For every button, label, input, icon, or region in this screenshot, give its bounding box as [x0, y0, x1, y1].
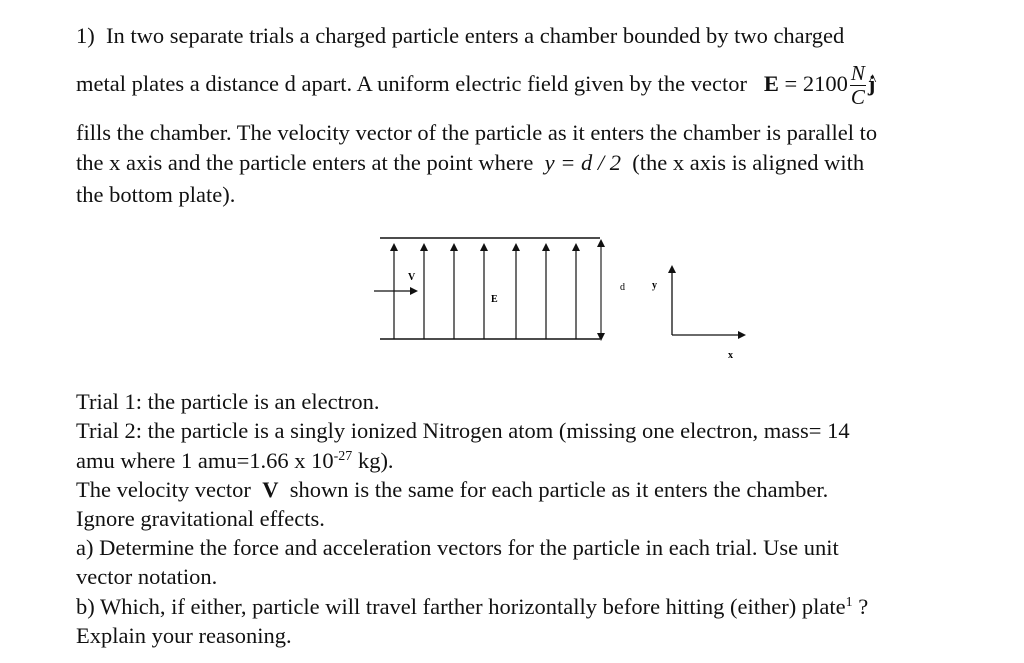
field-label: E	[491, 294, 498, 305]
question-a-cont	[76, 566, 217, 589]
gravity-note	[76, 508, 325, 531]
problem-line-3	[76, 122, 877, 145]
field-unit-denominator: C	[850, 85, 865, 110]
question-a-text: a) Determine the force and acceleration vectors for the particle in each trial. Use unit	[76, 535, 839, 560]
problem-line-1	[76, 25, 844, 48]
field-unit-numerator: N	[850, 61, 865, 86]
question-b	[76, 596, 868, 619]
mass-unit: kg).	[352, 448, 394, 473]
field-unit-fraction	[850, 63, 866, 108]
field-equation: = 2100	[778, 71, 848, 96]
field-direction-unit-vector: ^ j	[868, 71, 876, 96]
problem-text-2: metal plates a distance d apart. A uniform electric field given by the vector	[76, 71, 748, 96]
footnote-marker: 1	[845, 595, 853, 610]
electric-field-lines	[394, 247, 576, 339]
problem-text-4a: the x axis and the particle enters at the point where	[76, 150, 534, 175]
mass-text: amu where 1 amu=1.66 x 10	[76, 448, 334, 473]
question-b-cont	[76, 625, 292, 648]
velocity-statement	[76, 479, 828, 502]
plate-distance-label: d	[620, 282, 625, 293]
velocity-symbol: V	[262, 477, 279, 502]
entry-point-equation: y = d / 2	[544, 150, 621, 175]
problem-text-3: fills the chamber. The velocity vector of the particle as it enters the chamber is parallel to	[76, 120, 878, 145]
problem-text-5: the bottom plate).	[76, 182, 236, 207]
problem-line-4	[76, 152, 864, 175]
question-mark: ?	[852, 594, 869, 619]
question-b-text-2: Explain your reasoning.	[76, 623, 292, 648]
x-axis-label: x	[728, 350, 733, 361]
trial-2	[76, 420, 850, 443]
problem-text-4b: (the x axis is aligned with	[632, 150, 865, 175]
problem-line-2	[76, 62, 875, 108]
velocity-text-post: shown is the same for each particle as it enters the chamber.	[289, 477, 829, 502]
velocity-text-pre: The velocity vector	[76, 477, 251, 502]
question-a	[76, 537, 839, 560]
question-a-text-2: vector notation.	[76, 564, 218, 589]
chamber-diagram	[360, 225, 760, 365]
gravity-text: Ignore gravitational effects.	[76, 506, 325, 531]
problem-number: 1)	[76, 23, 95, 48]
problem-line-5	[76, 184, 235, 207]
mass-exponent: -27	[333, 449, 353, 464]
trial-2-mass	[76, 450, 394, 473]
trial-1	[76, 391, 379, 414]
problem-text-1: In two separate trials a charged particle enters a chamber bounded by two charged	[106, 23, 845, 48]
y-axis-label: y	[652, 280, 657, 291]
trial-1-text: Trial 1: the particle is an electron.	[76, 389, 380, 414]
velocity-label: V	[408, 272, 416, 283]
trial-2-text: Trial 2: the particle is a singly ionized Nitrogen atom (missing one electron, mass= 14	[76, 418, 850, 443]
field-symbol: E	[763, 71, 779, 96]
question-b-text: b) Which, if either, particle will travel farther horizontally before hitting (either) plate	[76, 594, 846, 619]
